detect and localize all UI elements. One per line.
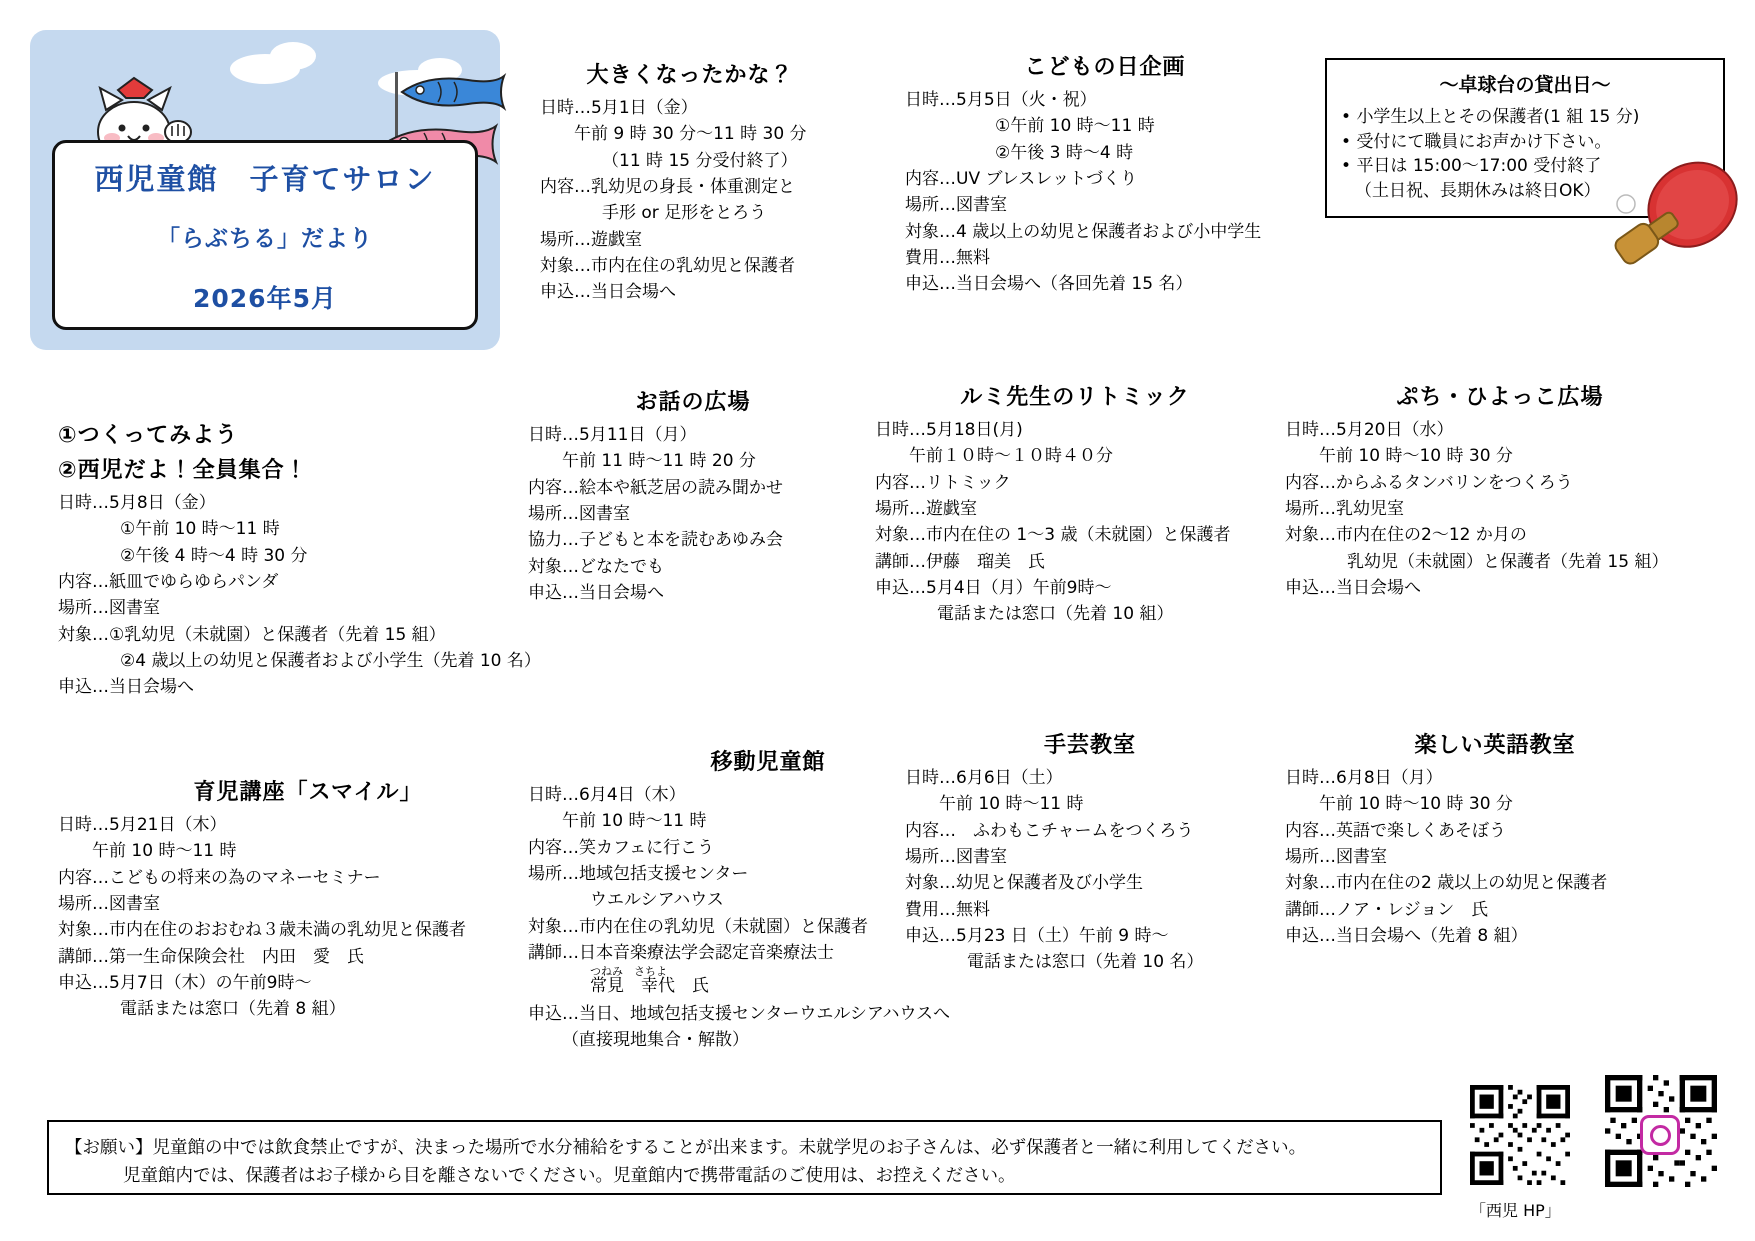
event-line: 場所… 図書室	[1285, 847, 1387, 868]
event-smile	[58, 775, 558, 1023]
note-line-1: 【お願い】児童館の中では飲食禁止ですが、決まった場所で水分補給をすることが出来ます。未就学児のお子さんは、必ず保護者と一緒に利用してください。	[65, 1138, 1307, 1158]
list-item: • 小学生以上とその保護者(1 組 15 分)	[1341, 107, 1640, 127]
event-title: 育児講座「スマイル」	[193, 780, 423, 805]
event-line: 場所… 乳幼児室	[1285, 499, 1404, 520]
event-line: （直接現地集合・解散）	[562, 1030, 749, 1051]
event-puchi	[1285, 380, 1715, 601]
event-tsukutte	[58, 418, 598, 701]
event-title: こどもの日企画	[1024, 55, 1186, 80]
event-line: 内容… 英語で楽しくあそぼう	[1285, 820, 1506, 841]
event-line: 内容… 絵本や紙芝居の読み聞かせ	[528, 477, 783, 498]
event-rythmic	[875, 380, 1275, 628]
event-ohanashi	[528, 385, 858, 606]
event-title: ぷち・ひよっこ広場	[1396, 385, 1604, 410]
event-line: 講師… ノア・レジョン 氏	[1285, 899, 1489, 920]
event-line: 日時… 6月4日（木）	[528, 785, 686, 805]
event-line: 午前１０時～１０時４０分	[909, 446, 1113, 467]
event-line: ウエルシアハウス	[590, 890, 724, 911]
event-shugei	[905, 728, 1275, 976]
event-line: 対象… 幼児と保護者及び小学生	[905, 873, 1143, 894]
event-line: （11 時 15 分受付終了）	[602, 150, 798, 171]
note-line-2: 児童館内では、保護者はお子様から目を離さないでください。児童館内で携帯電話のご使用は、お控えください。	[123, 1166, 1016, 1186]
event-line: 申込… 当日会場へ（先着 8 組）	[1285, 926, 1528, 947]
event-line: 対象… 4 歳以上の幼児と保護者および小中学生	[905, 221, 1262, 242]
koinobori-blue-icon	[398, 72, 508, 112]
list-item: （土日祝、長期休みは終日OK）	[1355, 180, 1601, 201]
qr-code-website[interactable]	[1470, 1085, 1570, 1185]
event-line: 場所… 図書室	[905, 847, 1007, 868]
event-title: お話の広場	[635, 390, 751, 415]
event-line: 申込… 当日、地域包括支援センターウエルシアハウスへ	[528, 1003, 951, 1024]
event-title-second: ②西児だよ！全員集合！	[58, 458, 308, 483]
event-line: 対象… 市内在住の乳幼児（未就園）と保護者	[528, 916, 868, 937]
title-inner-box	[52, 140, 478, 330]
event-line: 午前 10 時～11 時	[562, 811, 707, 832]
event-line: 対象… 市内在住の2 歳以上の幼児と保護者	[1285, 873, 1608, 894]
event-line: 乳幼児（未就園）と保護者（先着 15 組）	[1347, 551, 1669, 572]
event-title: ルミ先生のリトミック	[960, 385, 1190, 410]
page-subtitle: 「らぶちる」だより	[157, 226, 373, 252]
event-line: 申込… 当日会場へ（各回先着 15 名）	[905, 274, 1193, 295]
event-line: 日時… 5月1日（金）	[540, 98, 698, 118]
event-line: 対象… 市内在住の2～12 か月の	[1285, 525, 1527, 546]
event-line: 対象… 市内在住の乳幼児と保護者	[540, 256, 795, 277]
event-line: 午前 10 時～11 時	[92, 841, 237, 862]
event-line: 申込… 5月4日（月）午前9時～	[875, 578, 1112, 599]
event-line: 申込… 当日会場へ	[58, 677, 194, 698]
event-line: 日時… 6月8日（月）	[1285, 768, 1443, 788]
event-line: 場所… 図書室	[58, 894, 160, 915]
event-line: 申込… 当日会場へ	[1285, 578, 1421, 599]
event-line: 内容… こどもの将来の為のマネーセミナー	[58, 867, 381, 888]
qr-caption: 「西児 HP」	[1470, 1201, 1561, 1220]
event-line: 常見 幸代 氏	[590, 976, 709, 997]
footer-note-box	[47, 1120, 1442, 1195]
event-line: 内容… リトミック	[875, 472, 1011, 493]
event-line: 対象… ①乳幼児（未就園）と保護者（先着 15 組）	[58, 624, 446, 645]
event-line: ②4 歳以上の幼児と保護者および小学生（先着 10 名）	[120, 651, 541, 672]
event-line: 場所… 図書室	[528, 504, 630, 525]
event-line: 日時… 5月21日（木）	[58, 815, 227, 835]
event-line: 内容… UV ブレスレットづくり	[905, 169, 1138, 190]
event-line: 日時… 5月20日（水）	[1285, 420, 1454, 440]
list-item: • 平日は 15:00～17:00 受付終了	[1341, 156, 1602, 177]
event-line: 場所… 遊戯室	[875, 499, 977, 520]
page-issue-date: 2026年5月	[193, 284, 337, 313]
event-line: 対象… 市内在住の 1～3 歳（未就園）と保護者	[875, 525, 1231, 546]
event-line: 費用… 無料	[905, 899, 990, 920]
event-line: 日時… 5月11日（月）	[528, 425, 697, 445]
event-line: 電話または窓口（先着 10 名）	[967, 952, 1204, 973]
event-title: 楽しい英語教室	[1414, 733, 1576, 758]
event-line: 対象… 市内在住のおおむね３歳未満の乳幼児と保護者	[58, 920, 466, 941]
instagram-icon	[1640, 1115, 1680, 1155]
event-line: 申込… 当日会場へ	[540, 282, 676, 303]
pingpong-title: ～卓球台の貸出日～	[1439, 74, 1611, 96]
event-line: ①午前 10 時～11 時	[120, 519, 280, 540]
event-line: 内容… からふるタンバリンをつくろう	[1285, 472, 1573, 493]
event-line: 内容… ふわもこチャームをつくろう	[905, 820, 1194, 841]
event-line: 講師… 第一生命保険会社 内田 愛 氏	[58, 946, 364, 967]
title-card	[30, 30, 500, 350]
event-line: ②午後 4 時～4 時 30 分	[120, 545, 308, 566]
page-title: 西児童館 子育てサロン	[94, 162, 436, 196]
event-line: 午前 9 時 30 分～11 時 30 分	[574, 124, 807, 145]
ruby-text: つねみ さちよ	[590, 965, 667, 979]
event-line: 電話または窓口（先着 10 組）	[937, 604, 1174, 625]
cloud-decoration	[270, 42, 316, 70]
event-line: 午前 11 時～11 時 20 分	[562, 451, 756, 472]
event-title: 移動児童館	[710, 750, 826, 775]
event-title: 大きくなったかな？	[586, 63, 794, 88]
event-title: ①つくってみよう	[58, 423, 239, 448]
event-line: 手形 or 足形をとろう	[602, 203, 767, 224]
table-tennis-paddle-icon	[1590, 160, 1755, 290]
event-line: 申込… 当日会場へ	[528, 583, 664, 604]
event-line: 場所… 地域包括支援センター	[528, 864, 749, 885]
event-line: 日時… 6月6日（土）	[905, 768, 1063, 788]
event-eigo	[1285, 728, 1705, 949]
event-line: 講師… 日本音楽療法学会認定音楽療法士	[528, 943, 834, 964]
event-line: 申込… 5月23 日（土）午前 9 時～	[905, 926, 1169, 947]
event-kodomonohi	[905, 50, 1305, 298]
event-line: 内容… 笑カフェに行こう	[528, 837, 715, 858]
event-line: 日時… 5月5日（火・祝）	[905, 90, 1097, 110]
event-line: 午前 10 時～10 時 30 分	[1319, 794, 1513, 815]
event-line: ①午前 10 時～11 時	[995, 116, 1155, 137]
event-line: 午前 10 時～11 時	[939, 794, 1084, 815]
event-ookiku	[540, 58, 840, 306]
event-line: 午前 10 時～10 時 30 分	[1319, 446, 1513, 467]
event-line: 電話または窓口（先着 8 組）	[120, 999, 346, 1020]
event-line: 日時… 5月18日(月)	[875, 420, 1023, 440]
event-line: 対象… どなたでも	[528, 556, 664, 577]
event-line: 内容… 乳幼児の身長・体重測定と	[540, 177, 795, 198]
event-line: 日時… 5月8日（金）	[58, 493, 216, 513]
event-title: 手芸教室	[1043, 733, 1136, 758]
event-line: 費用… 無料	[905, 248, 990, 269]
event-line: 講師… 伊藤 瑠美 氏	[875, 551, 1045, 572]
event-line: 場所… 図書室	[58, 598, 160, 619]
event-line: 場所… 遊戯室	[540, 229, 642, 250]
event-line: 場所… 図書室	[905, 195, 1007, 216]
event-line: 申込… 5月7日（木）の午前9時～	[58, 973, 312, 994]
list-item: • 受付にて職員にお声かけ下さい。	[1341, 131, 1612, 152]
event-line: ②午後 3 時～4 時	[995, 142, 1134, 163]
event-line: 協力… 子どもと本を読むあゆみ会	[528, 530, 783, 551]
event-line: 内容… 紙皿でゆらゆらパンダ	[58, 572, 279, 593]
